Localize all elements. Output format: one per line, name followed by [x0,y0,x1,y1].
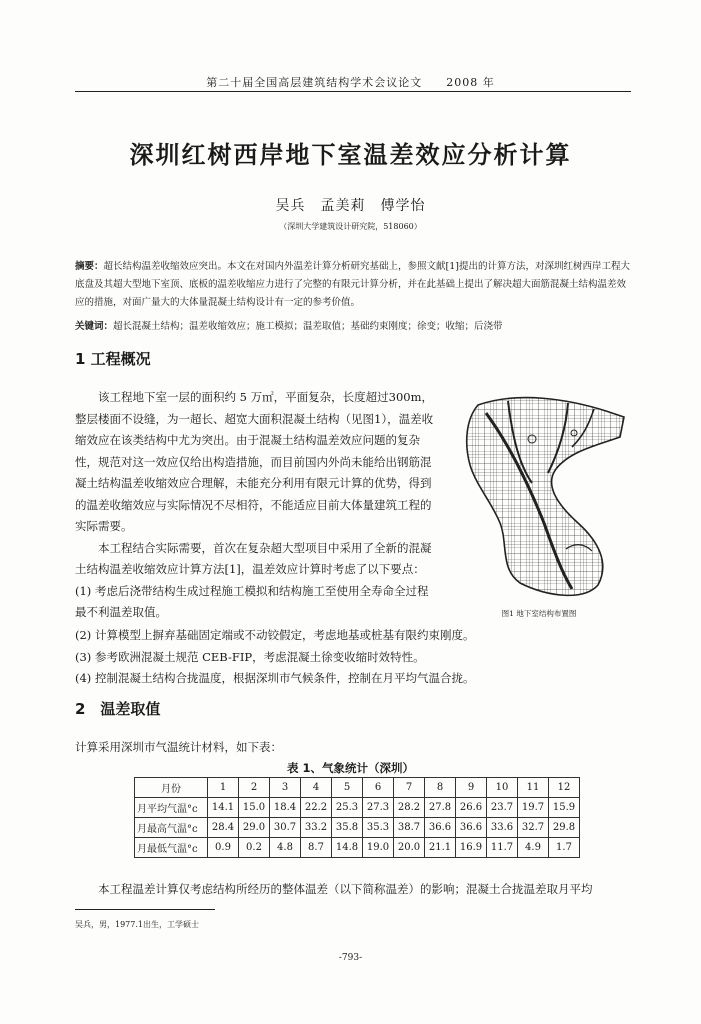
abstract [75,258,631,312]
section1-paragraph-1: 该工程地下室一层的面积约 5 万㎡，平面复杂，长度超过300m，整层楼面不设缝，为一超长、超宽大面积混凝土结构（见图1），温差收缩效应在该类结构中尤为突出。由于混凝土结构温差效应问题的复杂性，规范对这一效应仅给出构造措施，而目前国内外尚未能给出钢筋混凝土结构温差收缩效应合理解，未能充分利用有限元计算的优势，得到的温差收缩效应与实际情况不尽相符，不能适应目前大体量建筑工程的实际需要。 [75,390,434,533]
table-cell: 11.7 [487,838,518,858]
keywords-text: 超长混凝土结构；温差收缩效应；施工模拟；温差取值；基础约束刚度；徐变；收缩；后浇带 [113,321,503,332]
table-cell: 0.2 [239,838,270,858]
abstract-label: 摘要： [75,261,104,272]
footnote: 吴兵，男，1977.1出生，工学硕士 [75,920,199,929]
page-number: -793- [338,953,363,963]
table-cell: 28.4 [208,818,239,838]
section1-paragraph-2: 本工程结合实际需要，首次在复杂超大型项目中采用了全新的混凝土结构温差收缩效应计算方法[1]，温差效应计算时考虑了以下要点： [75,540,432,576]
table-cell: 4.8 [270,838,301,858]
table-cell: 28.2 [394,798,425,818]
month-cell: 1 [208,778,239,798]
month-cell: 4 [301,778,332,798]
table-cell: 0.9 [208,838,239,858]
list-item-4: (4) 控制混凝土结构合拢温度，根据深圳市气候条件，控制在月平均气温合拢。 [75,671,475,685]
table-cell: 25.3 [332,798,363,818]
table-cell: 26.6 [456,798,487,818]
paper-title: 深圳红树西岸地下室温差效应分析计算 [129,141,572,169]
month-cell: 12 [549,778,580,798]
running-header: 第二十届全国高层建筑结构学术会议论文 2008 年 [206,76,495,89]
section1-body [75,387,438,624]
table-header-row [135,778,580,798]
table-cell: 19.7 [518,798,549,818]
month-cell: 10 [487,778,518,798]
list-item-3: (3) 参考欧洲混凝土规范 CEB-FIP，考虑混凝土徐变收缩时效特性。 [75,649,425,664]
authors: 吴兵 孟美莉 傅学怡 [275,198,426,214]
abstract-text: 超长结构温差收缩效应突出。本文在对国内外温差计算分析研究基础上，参照文献[1]提出的计算方法，对深圳红树西岸工程大底盘及其超大型地下室顶、底板的温差收缩应力进行了完整的有限元计算分析，并在此基础上提出了解决超大面筋混凝土结构温差效应的措施，对面广量大的大体量混凝土结构设计有一定的参考价值。 [75,261,630,308]
month-cell: 2 [239,778,270,798]
table-cell: 15.9 [549,798,580,818]
list-item-1: (1) 考虑后浇带结构生成过程施工模拟和结构施工至使用全寿命全过程最不利温差取值。 [75,583,429,619]
floor-plan-drawing [448,373,630,606]
table-cell: 18.4 [270,798,301,818]
table-cell: 8.7 [301,838,332,858]
table-cell: 27.3 [363,798,394,818]
month-cell: 5 [332,778,363,798]
table-cell: 16.9 [456,838,487,858]
table-cell: 22.2 [301,798,332,818]
table-header-label: 月份 [135,778,208,798]
section2-intro: 计算采用深圳市气温统计材料，如下表： [75,740,282,754]
table-cell: 36.6 [425,818,456,838]
table-cell: 27.8 [425,798,456,818]
table-cell: 33.6 [487,818,518,838]
figure-caption: 图1 地下室结构布置图 [501,609,577,618]
list-item-2: (2) 计算模型上摒弃基础固定端或不动铰假定，考虑地基或桩基有限约束刚度。 [75,628,475,642]
row-label: 月最高气温°c [135,818,208,838]
section2-last-line: 本工程温差计算仅考虑结构所经历的整体温差（以下简称温差）的影响；混凝土合拢温差取月平均 [98,882,593,896]
month-cell: 3 [270,778,301,798]
month-cell: 11 [518,778,549,798]
table-cell: 14.1 [208,798,239,818]
section1-heading: 1 工程概况 [75,350,151,368]
month-cell: 7 [394,778,425,798]
table-cell: 32.7 [518,818,549,838]
table-cell: 4.9 [518,838,549,858]
table-cell: 1.7 [549,838,580,858]
table-cell: 35.3 [363,818,394,838]
table-cell: 23.7 [487,798,518,818]
section1-list-continued [75,625,631,690]
structure-layout-figure [448,373,630,606]
header-rule [75,91,631,92]
table-title: 表 1、气象统计（深圳） [286,761,414,775]
table-cell: 20.0 [394,838,425,858]
table-cell: 33.2 [301,818,332,838]
month-cell: 9 [456,778,487,798]
table-cell: 14.8 [332,838,363,858]
table-cell: 29.0 [239,818,270,838]
table-cell: 35.8 [332,818,363,838]
month-cell: 8 [425,778,456,798]
table-cell: 30.7 [270,818,301,838]
table-cell: 15.0 [239,798,270,818]
table-row [135,798,580,818]
table-cell: 29.8 [549,818,580,838]
month-cell: 6 [363,778,394,798]
table-row [135,818,580,838]
table-cell: 36.6 [456,818,487,838]
keywords [75,318,631,332]
footnote-rule [75,909,215,910]
row-label: 月最低气温°c [135,838,208,858]
row-label: 月平均气温°c [135,798,208,818]
table-cell: 38.7 [394,818,425,838]
table-cell: 19.0 [363,838,394,858]
weather-table [134,777,580,858]
table-cell: 21.1 [425,838,456,858]
affiliation: （深圳大学建筑设计研究院，518060） [279,222,422,231]
table-row [135,838,580,858]
section2-heading: 2 温差取值 [75,700,161,718]
keywords-label: 关键词： [75,321,114,332]
